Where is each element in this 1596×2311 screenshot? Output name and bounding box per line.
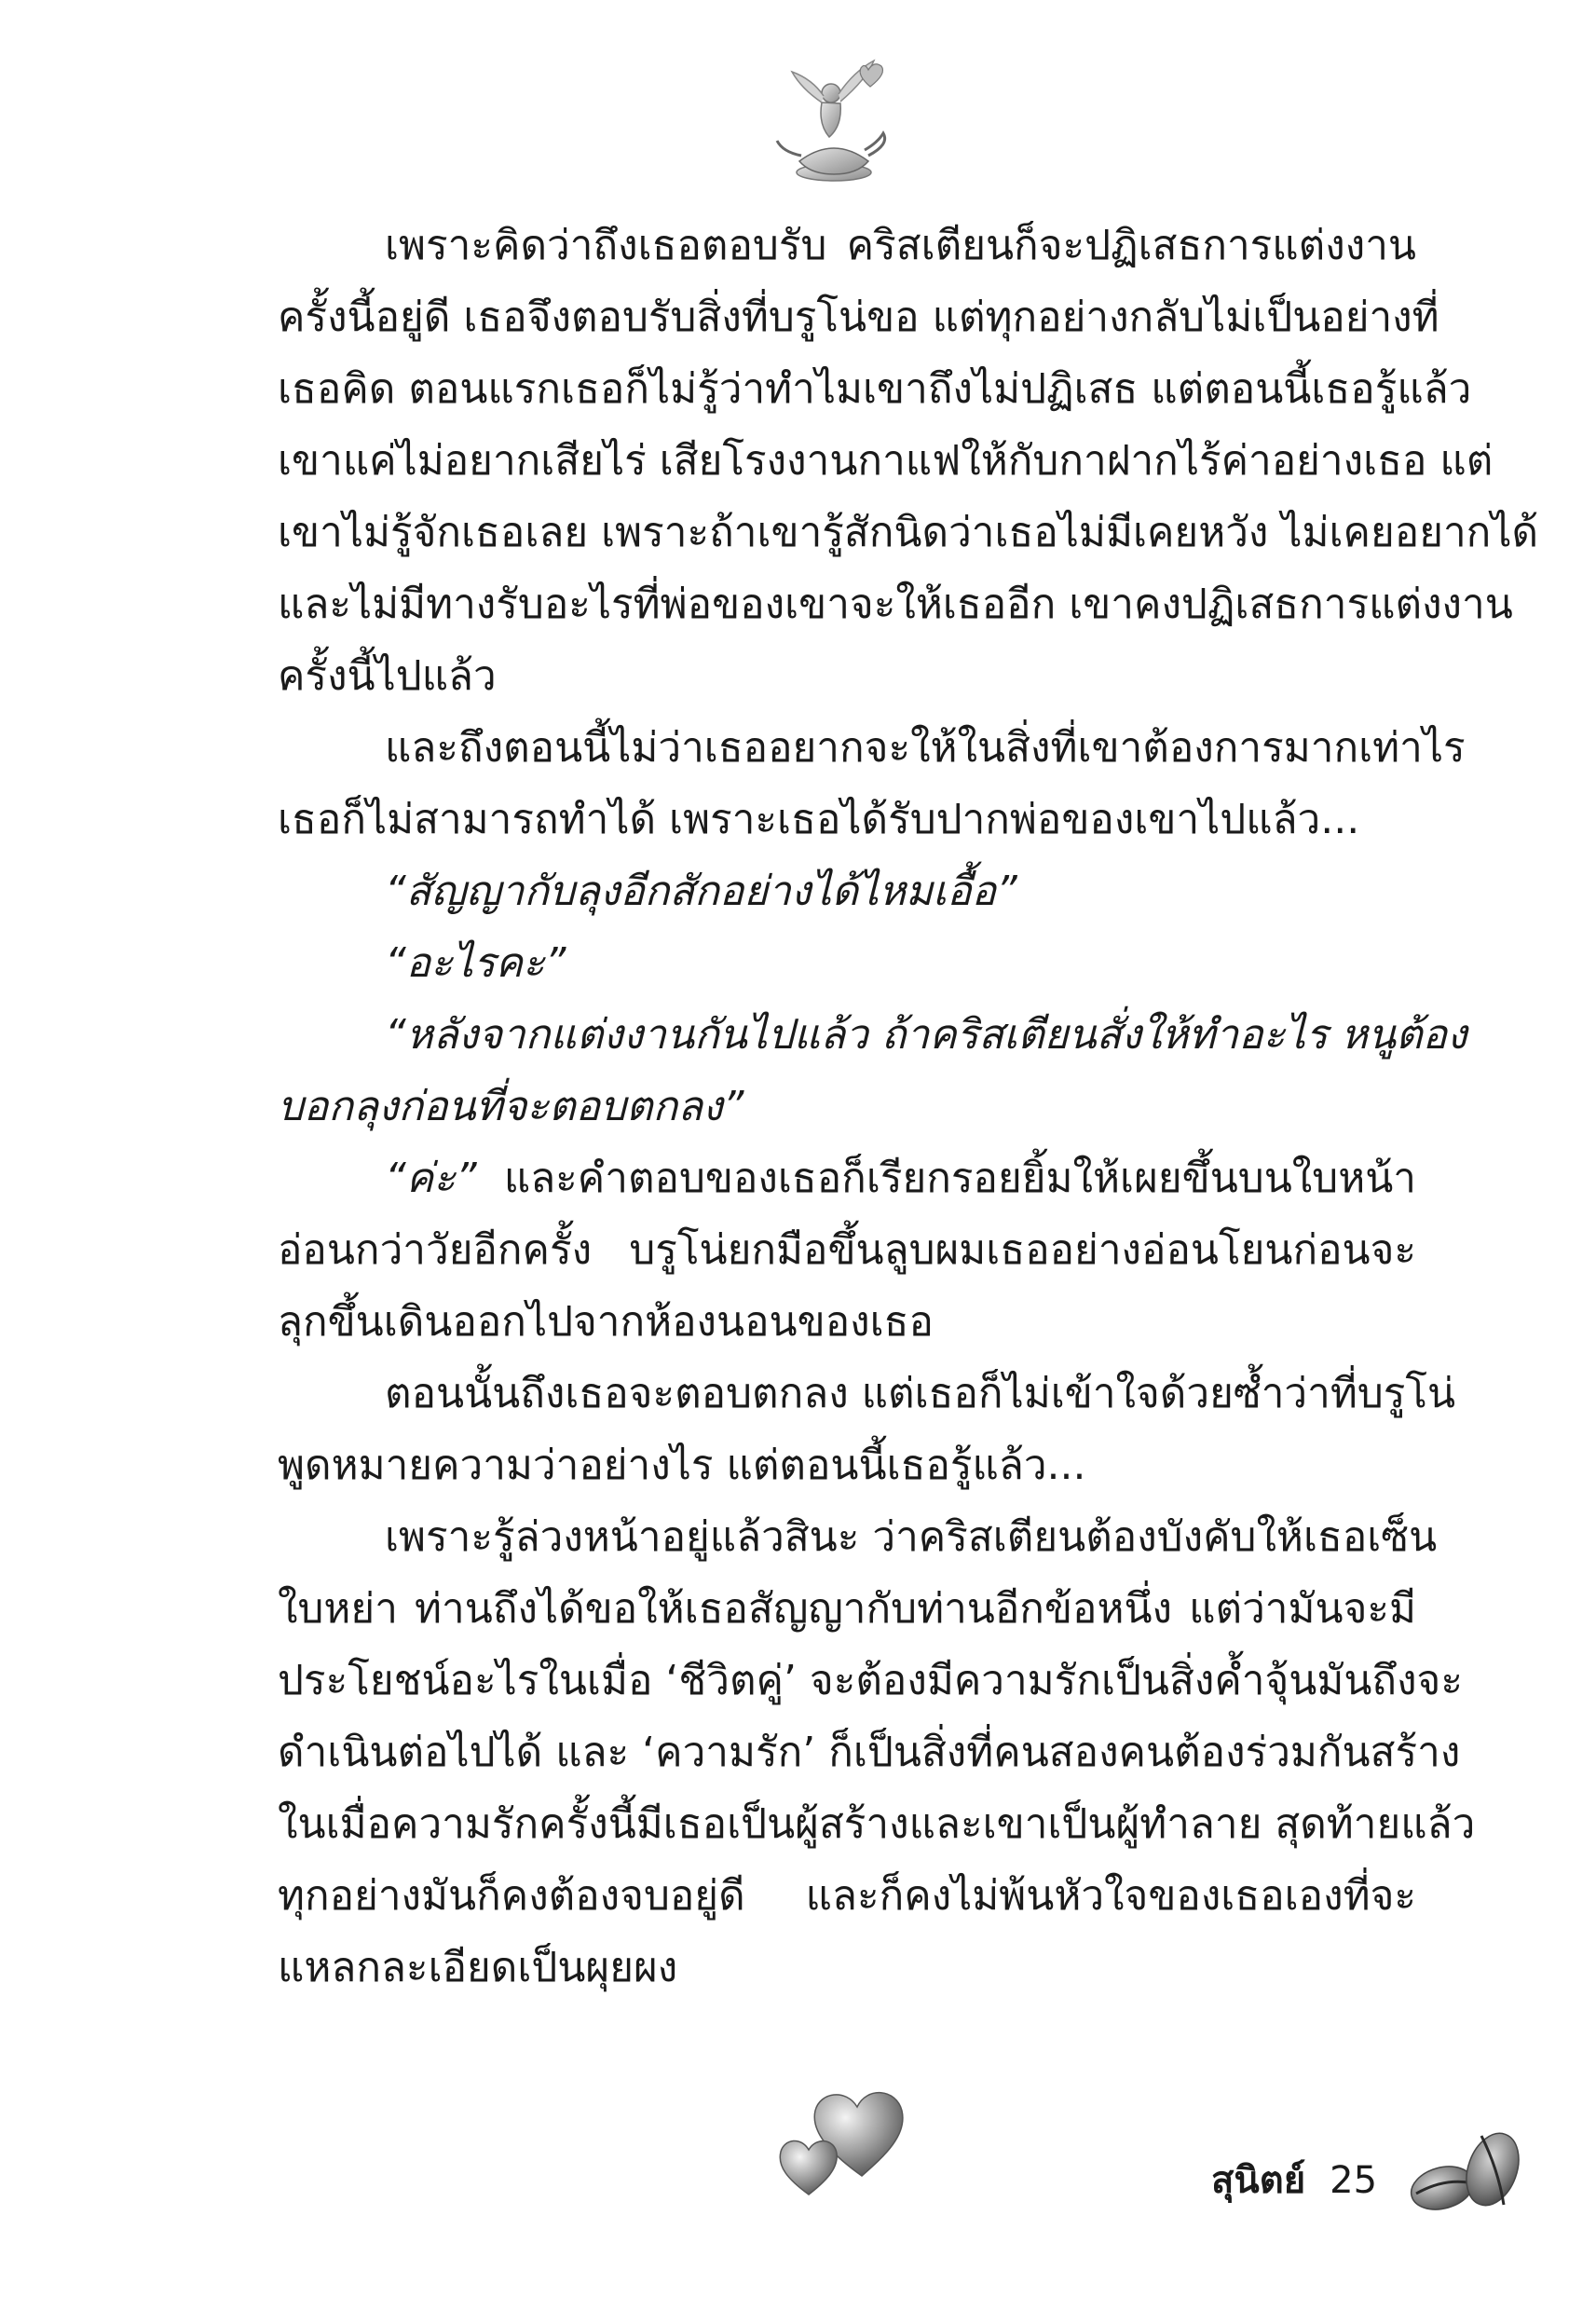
dialogue-line: “สัญญากับลุงอีกสักอย่างได้ไหมเอื้อ”: [385, 868, 1017, 915]
paragraph-line: เขาไม่รู้จักเธอเลย เพราะถ้าเขารู้สักนิดว่าเธอไม่มีเคยหวัง ไม่เคยอยากได้: [278, 509, 1539, 556]
page-number: 25: [1330, 2159, 1378, 2202]
paragraph-line: ดำเนินต่อไปได้ และ ‘ความรัก’ ก็เป็นสิ่งที่คนสองคนต้องร่วมกันสร้าง: [278, 1729, 1461, 1776]
paragraph-text: และคำตอบของเธอก็เรียกรอยยิ้มให้เผยขึ้นบนใบหน้า: [503, 1155, 1416, 1202]
paragraph-line: เพราะคิดว่าถึงเธอตอบรับ คริสเตียนก็จะปฏิเสธการแต่งงาน: [385, 222, 1416, 269]
dialogue-line: บอกลุงก่อนที่จะตอบตกลง”: [278, 1083, 744, 1130]
paragraph-line: พูดหมายความว่าอย่างไร แต่ตอนนี้เธอรู้แล้ว...: [278, 1442, 1086, 1489]
body-text: [278, 210, 1539, 2003]
paragraph-line: และไม่มีทางรับอะไรที่พ่อของเขาจะให้เธออีก เขาคงปฏิเสธการแต่งงาน: [278, 581, 1513, 628]
dialogue-line: “อะไรคะ”: [385, 939, 566, 987]
paragraph-line: เธอก็ไม่สามารถทำได้ เพราะเธอได้รับปากพ่อของเขาไปแล้ว...: [278, 796, 1360, 843]
paragraph-line: ใบหย่า ท่านถึงได้ขอให้เธอสัญญากับท่านอีกข้อหนึ่ง แต่ว่ามันจะมี: [278, 1585, 1416, 1633]
hearts-icon: [773, 2073, 922, 2199]
dialogue-quote: “ค่ะ”: [385, 1155, 477, 1202]
coffee-beans-icon: [1407, 2126, 1528, 2220]
paragraph-line: เพราะรู้ล่วงหน้าอยู่แล้วสินะ ว่าคริสเตียนต้องบังคับให้เธอเซ็น: [385, 1513, 1438, 1561]
dialogue-line: “หลังจากแต่งงานกันไปแล้ว ถ้าคริสเตียนสั่งให้ทำอะไร หนูต้อง: [385, 1011, 1467, 1059]
cupid-teapot-icon: [764, 51, 904, 191]
paragraph-line: ประโยชน์อะไรในเมื่อ ‘ชีวิตคู่’ จะต้องมีความรักเป็นสิ่งค้ำจุ้นมันถึงจะ: [278, 1657, 1463, 1704]
paragraph-line: เขาแค่ไม่อยากเสียไร่ เสียโรงงานกาแฟให้กับกาฝากไร้ค่าอย่างเธอ แต่: [278, 437, 1494, 485]
paragraph-line: ตอนนั้นถึงเธอจะตอบตกลง แต่เธอก็ไม่เข้าใจด้วยซ้ำว่าที่บรูโน่: [385, 1370, 1456, 1417]
paragraph-line: และถึงตอนนี้ไม่ว่าเธออยากจะให้ในสิ่งที่เขาต้องการมากเท่าไร: [385, 724, 1466, 772]
paragraph-line: ครั้งนี้ไปแล้ว: [278, 652, 497, 700]
author-name: สุนิตย์: [1211, 2159, 1306, 2202]
paragraph-line: แหลกละเอียดเป็นผุยผง: [278, 1944, 678, 1991]
paragraph-line: ในเมื่อความรักครั้งนี้มีเธอเป็นผู้สร้างและเขาเป็นผู้ทำลาย สุดท้ายแล้ว: [278, 1800, 1476, 1848]
page-footer: [1211, 2153, 1377, 2208]
paragraph-line: ลุกขึ้นเดินออกไปจากห้องนอนของเธอ: [278, 1298, 934, 1346]
paragraph-line: [278, 1142, 1416, 1214]
paragraph-line: อ่อนกว่าวัยอีกครั้ง บรูโน่ยกมือขึ้นลูบผมเธออย่างอ่อนโยนก่อนจะ: [278, 1226, 1416, 1274]
paragraph-line: ทุกอย่างมันก็คงต้องจบอยู่ดี และก็คงไม่พ้นหัวใจของเธอเองที่จะ: [278, 1872, 1416, 1920]
paragraph-line: เธอคิด ตอนแรกเธอก็ไม่รู้ว่าทำไมเขาถึงไม่ปฏิเสธ แต่ตอนนี้เธอรู้แล้ว: [278, 365, 1472, 413]
paragraph-line: ครั้งนี้อยู่ดี เธอจึงตอบรับสิ่งที่บรูโน่ขอ แต่ทุกอย่างกลับไม่เป็นอย่างที่: [278, 294, 1439, 341]
